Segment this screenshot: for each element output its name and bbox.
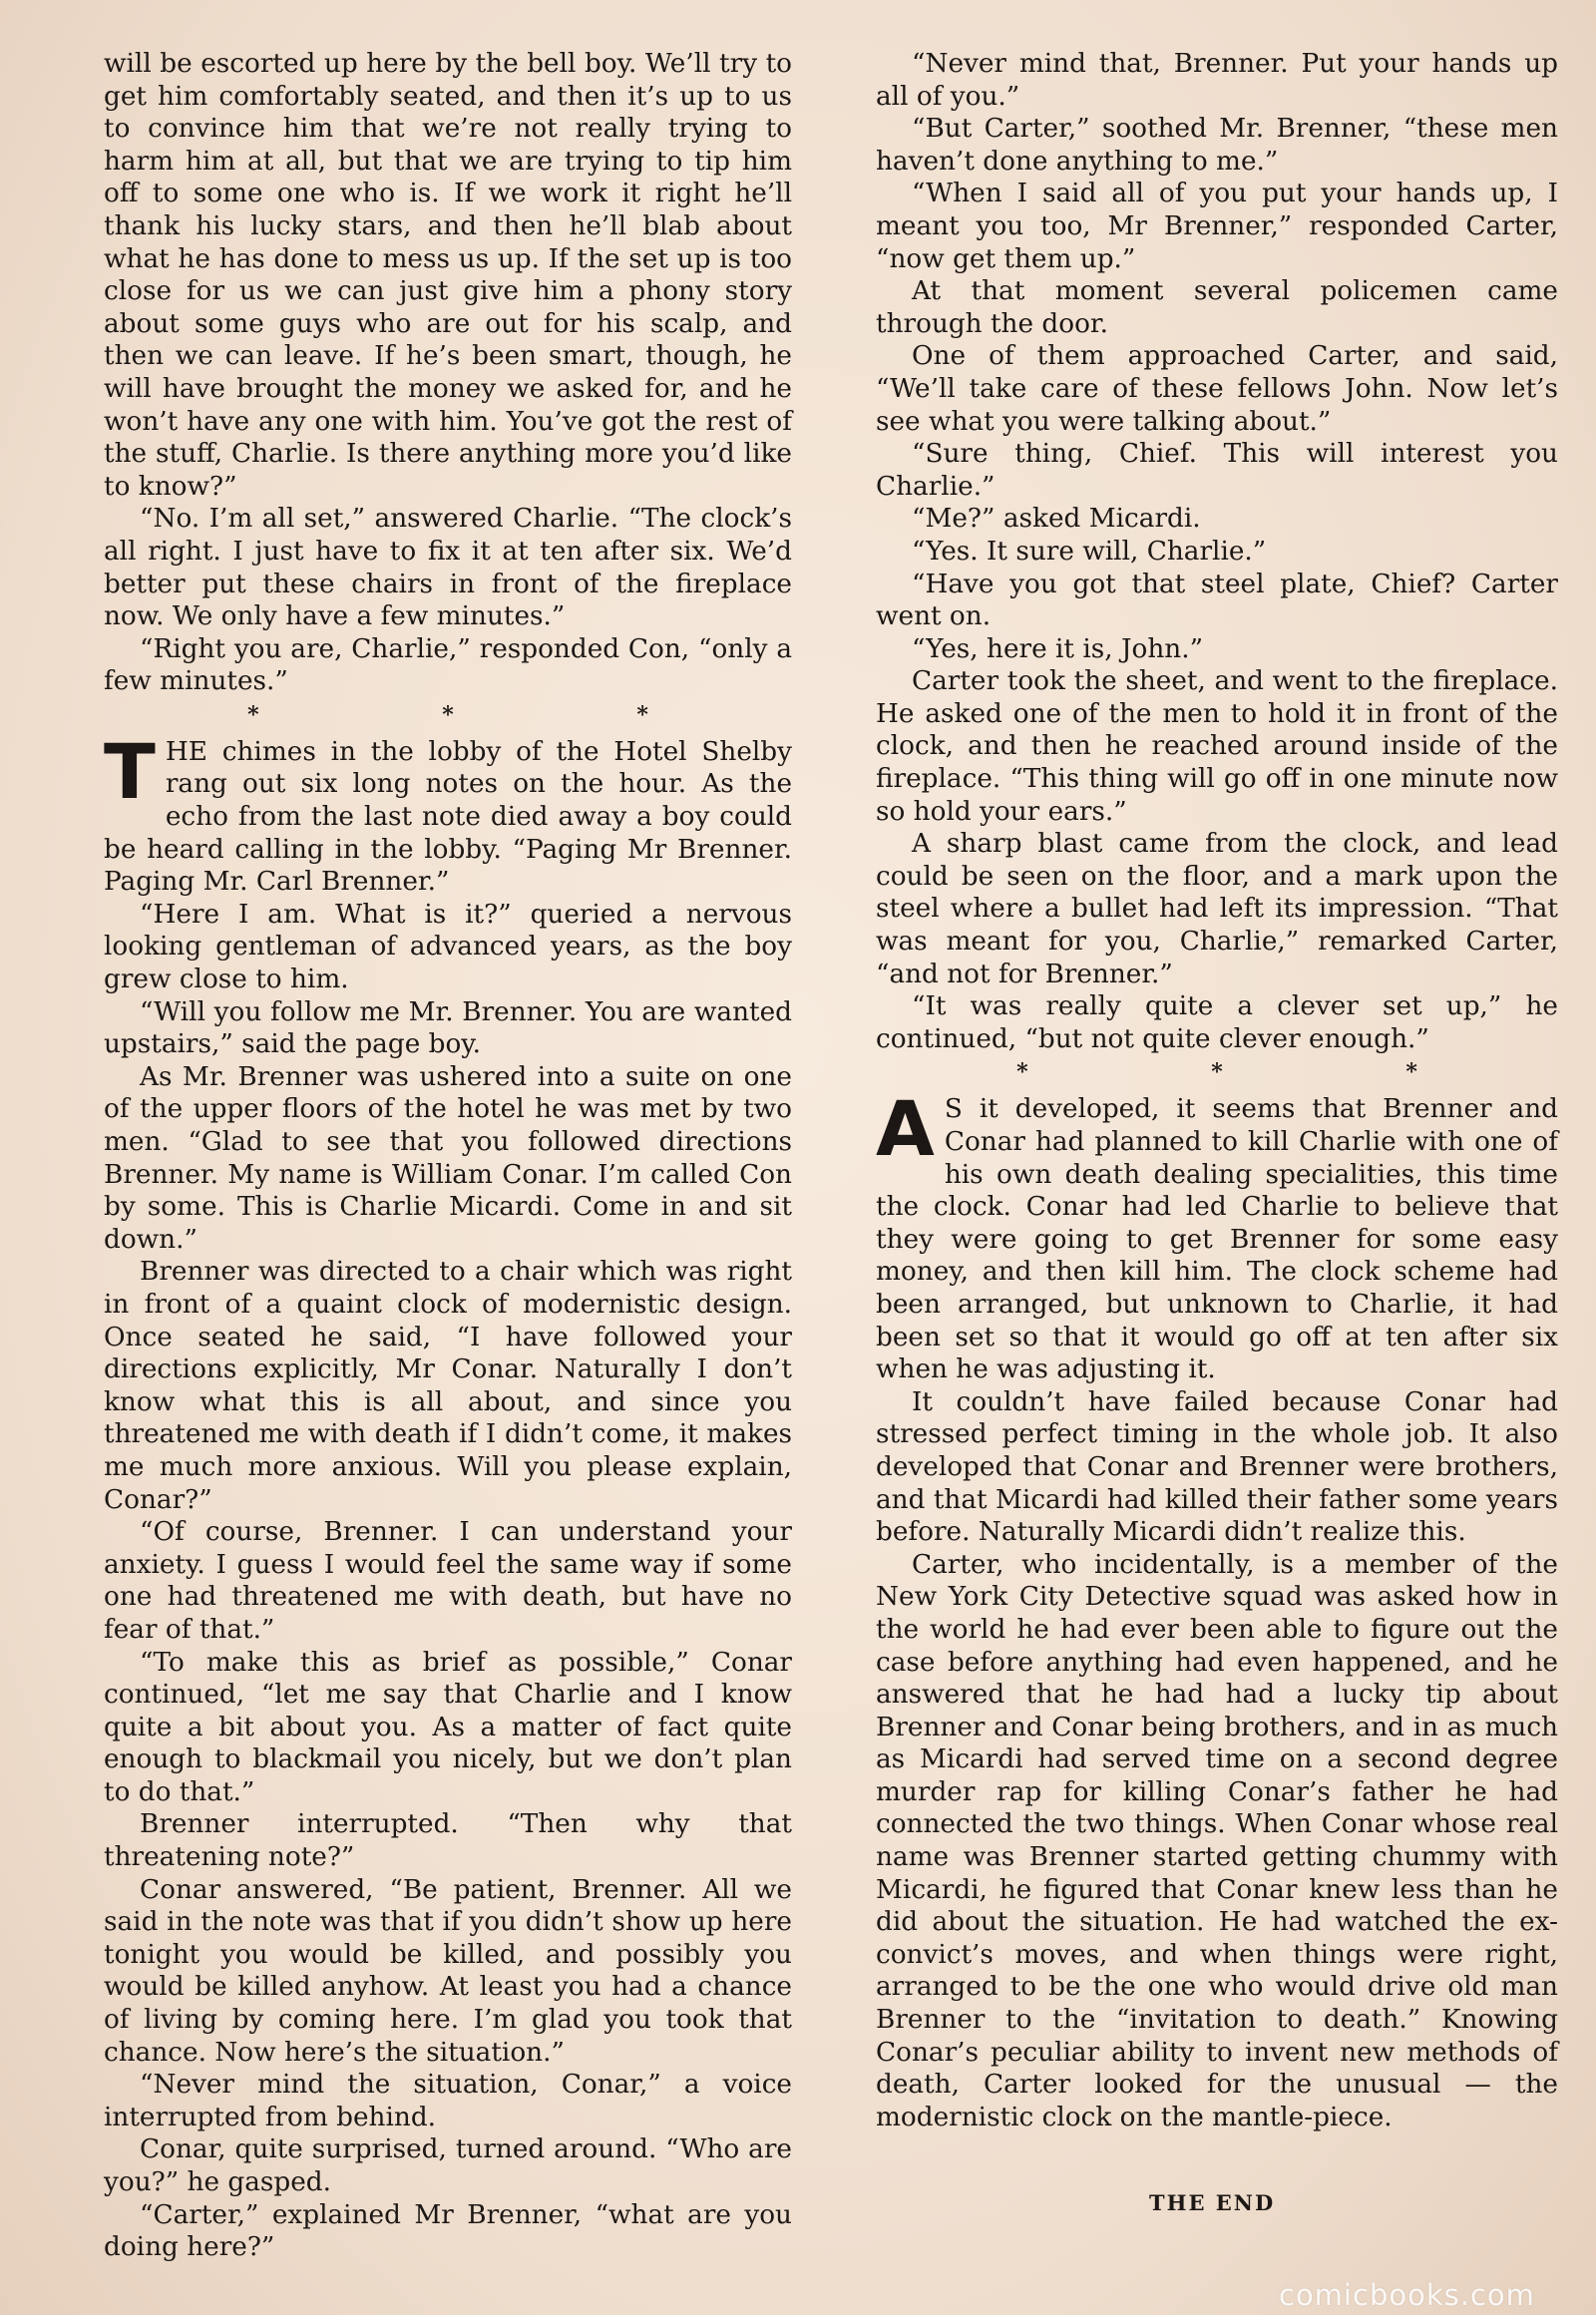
paragraph: One of them approached Carter, and said, “We’ll take care of these fellows John. Now let’s see what you were talking about.” bbox=[876, 341, 1558, 437]
right-text-column bbox=[876, 48, 1558, 2133]
paragraph-with-drop-cap bbox=[104, 726, 792, 899]
paragraph: “Yes, here it is, John.” bbox=[912, 633, 1204, 664]
paragraph: “Right you are, Charlie,” responded Con, “only a few minutes.” bbox=[104, 633, 792, 697]
paragraph: Conar answered, “Be patient, Brenner. All we said in the note was that if you didn’t show up here tonight you would be killed, and possibly you would be killed anyhow. At least you had a chance of living by coming here. I’m glad you took that chance. Now here’s the situation.” bbox=[104, 1874, 792, 2068]
paragraph: will be escorted up here by the bell boy. We’ll try to get him comfortably seated, and then it’s up to us to convince him that we’re not really trying to harm him at all, but that we are trying to tip him off to some one who is. If we work it right he’ll thank his lucky stars, and then he’ll blab about what he has done to mess us up. If the set up is too close for us we can just give him a phony story about some guys who are out for his scalp, and then we can leave. If he’s been smart, though, he will have brought the money we asked for, and he won’t have any one with him. You’ve got the rest of the stuff, Charlie. Is there anything more you’d like to know?” bbox=[104, 49, 792, 502]
drop-cap-letter: T bbox=[104, 726, 156, 816]
section-break-stars: * * * bbox=[1016, 1059, 1505, 1086]
paragraph-text: S it developed, it seems that Brenner and Conar had planned to kill Charlie with one of his own death dealing specialities, this time the clock. Conar had led Charlie to believe that they were going to get Brenner for some easy money, and then kill him. The clock scheme had been arranged, but unknown to Charlie, it had been set so that it would go off at ten after six when he was adjusting it. bbox=[876, 1094, 1558, 1385]
paragraph: “It was really quite a clever set up,” he continued, “but not quite clever enough.” bbox=[876, 991, 1558, 1054]
paragraph: “But Carter,” soothed Mr. Brenner, “these men haven’t done anything to me.” bbox=[876, 114, 1558, 177]
left-text-column bbox=[104, 48, 792, 2264]
paragraph: Brenner interrupted. “Then why that threatening note?” bbox=[104, 1809, 792, 1873]
section-break-stars: * * * bbox=[247, 701, 736, 728]
paragraph: As Mr. Brenner was ushered into a suite on one of the upper floors of the hotel he was met by two men. “Glad to see that you followed directions Brenner. My name is William Conar. I’m called Con by some. This is Charlie Micardi. Come in and sit down.” bbox=[104, 1061, 792, 1255]
paragraph: Brenner was directed to a chair which was right in front of a quaint clock of modernistic design. Once seated he said, “I have followed your directions explicitly, Mr Conar. Naturally I don’t know what this is all about, and since you threatened me with death if I didn’t come, it makes me much more anxious. Will you please explain, Conar?” bbox=[104, 1257, 792, 1515]
paragraph: At that moment several policemen came through the door. bbox=[876, 276, 1558, 339]
drop-cap-letter: A bbox=[876, 1084, 935, 1174]
paragraph: “Me?” asked Micardi. bbox=[912, 504, 1201, 535]
paragraph: “Never mind the situation, Conar,” a voice interrupted from behind. bbox=[104, 2070, 792, 2132]
the-end-label: THE END bbox=[1149, 2190, 1276, 2215]
paragraph: Conar, quite surprised, turned around. “Who are you?” he gasped. bbox=[104, 2134, 792, 2197]
paragraph: “Yes. It sure will, Charlie.” bbox=[912, 536, 1267, 567]
paragraph: Carter, who incidentally, is a member of the New York City Detective squad was asked how in the world he had ever been able to figure out the case before anything had even happened, and he answered that he had had a lucky tip about Brenner and Conar being brothers, and in as much as Micardi had served time on a second degree murder rap for killing Conar’s father he had connected the two things. When Conar whose real name was Brenner started getting chummy with Micardi, he figured that Conar knew less than he did about the situation. He had watched the ex-convict’s moves, and when things were right, arranged to be the one who would drive old man Brenner to the “invitation to death.” Knowing Conar’s peculiar ability to invent new methods of death, Carter looked for the unusual — the modernistic clock on the mantle-piece. bbox=[876, 1549, 1558, 2132]
paragraph: “Have you got that steel plate, Chief? Carter went on. bbox=[876, 569, 1558, 632]
paragraph-text: HE chimes in the lobby of the Hotel Shelby rang out six long notes on the hour. As the echo from the last note died away a boy could be heard calling in the lobby. “Paging Mr Brenner. Paging Mr. Carl Brenner.” bbox=[104, 736, 792, 898]
paragraph: “Here I am. What is it?” queried a nervous looking gentleman of advanced years, as the boy grew close to him. bbox=[104, 899, 792, 995]
paragraph: “When I said all of you put your hands up, I meant you too, Mr Brenner,” responded Carter, “now get them up.” bbox=[876, 179, 1558, 274]
paragraph: A sharp blast came from the clock, and lead could be seen on the floor, and a mark upon the steel where a bullet had left its impression. “That was meant for you, Charlie,” remarked Carter, “and not for Brenner.” bbox=[876, 829, 1558, 989]
paragraph: Carter took the sheet, and went to the fireplace. He asked one of the men to hold it in front of the clock, and then he reached around inside of the fireplace. “This thing will go off in one minute now so hold your ears.” bbox=[876, 666, 1558, 827]
paragraph: “No. I’m all set,” answered Charlie. “The clock’s all right. I just have to fix it at ten after six. We’d better put these chairs in front of the fireplace now. We only have a few minutes.” bbox=[104, 504, 792, 632]
paragraph: “Never mind that, Brenner. Put your hands up all of you.” bbox=[876, 49, 1558, 112]
paragraph: “Sure thing, Chief. This will interest you Charlie.” bbox=[876, 439, 1558, 502]
paragraph: It couldn’t have failed because Conar had stressed perfect timing in the whole job. It also developed that Conar and Brenner were brothers, and that Micardi had killed their father some years before. Naturally Micardi didn’t realize this. bbox=[876, 1386, 1558, 1548]
paragraph: “Of course, Brenner. I can understand your anxiety. I guess I would feel the same way if some one had threatened me with death, but have no fear of that.” bbox=[104, 1517, 792, 1645]
paragraph: “To make this as brief as possible,” Conar continued, “let me say that Charlie and I know quite a bit about you. As a matter of fact quite enough to blackmail you nicely, but we don’t plan to do that.” bbox=[104, 1647, 792, 1807]
paragraph-with-drop-cap bbox=[876, 1084, 1558, 1385]
watermark: comicbooks.com bbox=[1279, 2278, 1535, 2312]
paragraph: “Will you follow me Mr. Brenner. You are wanted upstairs,” said the page boy. bbox=[104, 996, 792, 1060]
paragraph: “Carter,” explained Mr Brenner, “what are you doing here?” bbox=[104, 2199, 792, 2263]
